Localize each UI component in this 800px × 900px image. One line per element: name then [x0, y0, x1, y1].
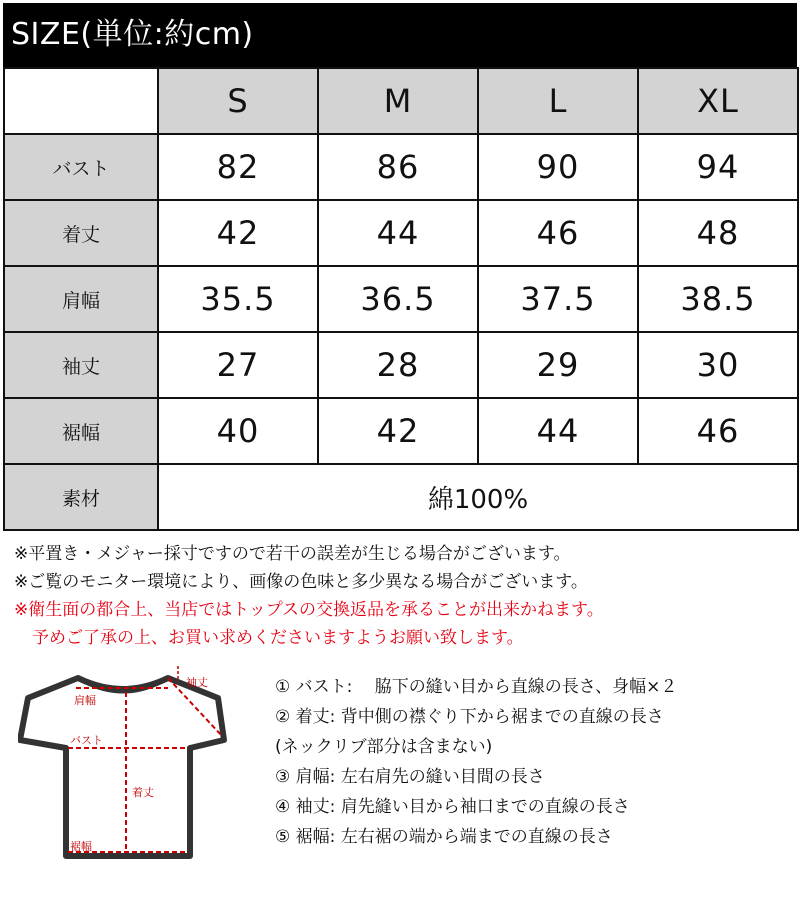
legend-hem: ⑤ 裾幅: 左右裾の端から端までの直線の長さ: [275, 827, 613, 847]
table-cell: 44: [318, 200, 478, 266]
table-cell: 29: [478, 332, 638, 398]
diagram-label-bust: バスト: [70, 734, 103, 747]
notes-block: [14, 540, 794, 652]
table-row-hem: [4, 398, 798, 464]
note-no-returns: ※衛生面の都合上、当店ではトップスの交換返品を承ることが出来かねます。: [14, 600, 604, 620]
note-acknowledge: 予めご了承の上、お買い求めくださいますようお願い致します。: [32, 628, 524, 648]
table-cell: 35.5: [158, 266, 318, 332]
table-cell: 82: [158, 134, 318, 200]
table-cell: 37.5: [478, 266, 638, 332]
tshirt-diagram: [18, 660, 228, 875]
size-col-s: S: [158, 68, 318, 134]
table-cell: 46: [478, 200, 638, 266]
row-label-material: 素材: [4, 464, 158, 530]
legend-shoulder: ③ 肩幅: 左右肩先の縫い目間の長さ: [275, 767, 545, 787]
table-row-bust: [4, 134, 798, 200]
material-value: 綿100%: [158, 464, 798, 530]
table-cell: 27: [158, 332, 318, 398]
table-cell: 38.5: [638, 266, 798, 332]
table-cell: 86: [318, 134, 478, 200]
table-cell: 48: [638, 200, 798, 266]
table-cell: 42: [158, 200, 318, 266]
size-col-l: L: [478, 68, 638, 134]
table-corner-cell: [4, 68, 158, 134]
table-row-sleeve: [4, 332, 798, 398]
size-col-xl: XL: [638, 68, 798, 134]
diagram-label-shoulder: 肩幅: [74, 694, 96, 707]
diagram-label-length: 着丈: [132, 786, 154, 799]
legend-bust: ① バスト: 脇下の縫い目から直線の長さ、身幅×２: [275, 677, 678, 697]
legend-sleeve: ④ 袖丈: 肩先縫い目から袖口までの直線の長さ: [275, 797, 630, 817]
table-cell: 90: [478, 134, 638, 200]
table-cell: 46: [638, 398, 798, 464]
table-cell: 30: [638, 332, 798, 398]
table-row-shoulder: [4, 266, 798, 332]
row-label-hem: 裾幅: [4, 398, 158, 464]
size-col-m: M: [318, 68, 478, 134]
legend-length-note: (ネックリブ部分は含まない): [275, 737, 493, 757]
size-header-row: [4, 68, 798, 134]
size-table: [3, 67, 799, 531]
row-label-shoulder: 肩幅: [4, 266, 158, 332]
table-cell: 36.5: [318, 266, 478, 332]
row-label-bust: バスト: [4, 134, 158, 200]
diagram-label-hem: 裾幅: [70, 840, 92, 853]
legend-length: ② 着丈: 背中側の襟ぐり下から裾までの直線の長さ: [275, 707, 664, 727]
size-header: SIZE(単位:約cm): [3, 3, 797, 67]
table-cell: 28: [318, 332, 478, 398]
table-cell: 40: [158, 398, 318, 464]
note-monitor: ※ご覧のモニター環境により、画像の色味と多少異なる場合がございます。: [14, 572, 588, 592]
diagram-label-sleeve: 袖丈: [186, 676, 208, 689]
tshirt-outline-icon: [18, 660, 228, 875]
table-cell: 94: [638, 134, 798, 200]
table-row-material: [4, 464, 798, 530]
table-row-length: [4, 200, 798, 266]
note-measurement: ※平置き・メジャー採寸ですので若干の誤差が生じる場合がございます。: [14, 544, 571, 564]
measurement-legend: [275, 672, 795, 852]
row-label-length: 着丈: [4, 200, 158, 266]
row-label-sleeve: 袖丈: [4, 332, 158, 398]
table-cell: 42: [318, 398, 478, 464]
table-cell: 44: [478, 398, 638, 464]
